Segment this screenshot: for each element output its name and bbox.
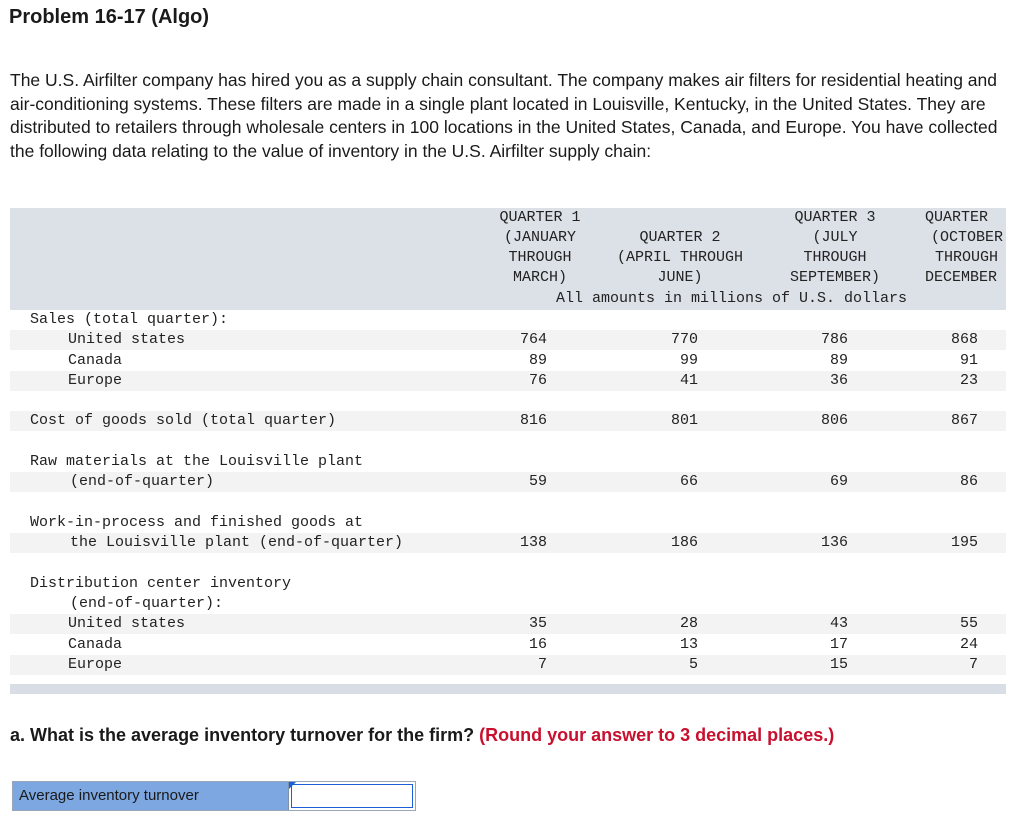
table-cell: 13 — [679, 636, 698, 653]
table-cell: 43 — [829, 615, 848, 632]
row-label: Raw materials at the Louisville plant — [30, 453, 364, 470]
q1-header-line: MARCH) — [512, 269, 567, 286]
table-cell: 15 — [829, 656, 848, 673]
table-cell: 5 — [688, 656, 698, 673]
table-cell: 17 — [829, 636, 848, 653]
row-label: the Louisville plant (end-of-quarter) — [70, 534, 404, 551]
input-flag-icon — [289, 782, 296, 789]
row-label: United states — [68, 331, 186, 348]
q1-header-line: (JANUARY — [503, 229, 576, 246]
row-label: Distribution center inventory — [30, 575, 292, 592]
table-cell: 91 — [959, 352, 978, 369]
table-cell: 55 — [959, 615, 978, 632]
q4-header-line: QUARTER — [925, 209, 989, 226]
question-text: a. What is the average inventory turnover for the firm? — [10, 725, 475, 745]
table-cell: 786 — [820, 331, 848, 348]
table-cell: 186 — [670, 534, 698, 551]
table-cell: 66 — [679, 473, 698, 490]
table-cell: 23 — [959, 372, 978, 389]
q1-header-line: THROUGH — [508, 249, 572, 266]
table-cell: 867 — [950, 412, 978, 429]
table-cell: 16 — [528, 636, 547, 653]
table-cell: 764 — [519, 331, 547, 348]
problem-title: Problem 16-17 (Algo) — [9, 6, 210, 28]
table-bottom-bar — [10, 684, 1006, 694]
table-cell: 816 — [519, 412, 547, 429]
row-label: Europe — [68, 372, 123, 389]
answer-row — [12, 781, 416, 811]
table-cell: 770 — [670, 331, 698, 348]
table-cell: 7 — [968, 656, 978, 673]
units-note: All amounts in millions of U.S. dollars — [556, 290, 908, 307]
row-label: (end-of-quarter) — [70, 473, 215, 490]
table-cell: 24 — [959, 636, 978, 653]
q1-header-line: QUARTER 1 — [499, 209, 581, 226]
table-cell: 99 — [679, 352, 698, 369]
rounding-note: (Round your answer to 3 decimal places.) — [479, 725, 835, 745]
table-cell: 36 — [829, 372, 848, 389]
row-label: Cost of goods sold (total quarter) — [30, 412, 337, 429]
inventory-data-table — [10, 208, 1006, 694]
problem-intro: The U.S. Airfilter company has hired you as a supply chain consultant. The company makes air filters for residential heating and air-conditioning systems. These filters are made in a single plant located in Louisville, Kentucky, in the United States. They are distributed to retailers through wholesale centers in 100 locations in the United States, Canada, and Europe. You have collected the following data relating to the value of inventory in the U.S. Airfilter supply chain: — [10, 70, 998, 161]
table-cell: 868 — [950, 331, 978, 348]
table-cell: 89 — [528, 352, 547, 369]
table-cell: 7 — [537, 656, 547, 673]
table-cell: 195 — [950, 534, 978, 551]
q4-header-line: THROUGH — [935, 249, 999, 266]
q2-header-line: JUNE) — [657, 269, 703, 286]
q3-header-line: THROUGH — [803, 249, 867, 266]
table-cell: 76 — [528, 372, 547, 389]
answer-label: Average inventory turnover — [13, 782, 289, 810]
table-cell: 41 — [679, 372, 698, 389]
table-cell: 136 — [820, 534, 848, 551]
q3-header-line: (JULY — [812, 229, 858, 246]
q2-header-line: (APRIL THROUGH — [616, 249, 744, 266]
q2-header-line: QUARTER 2 — [639, 229, 721, 246]
average-inventory-turnover-input[interactable] — [291, 784, 413, 808]
answer-input-wrapper — [289, 782, 415, 810]
row-label: Sales (total quarter): — [30, 311, 229, 328]
row-label: Europe — [68, 656, 123, 673]
table-cell: 35 — [528, 615, 547, 632]
table-cell: 89 — [829, 352, 848, 369]
table-cell: 69 — [829, 473, 848, 490]
question-prompt — [10, 725, 834, 746]
q4-header-line: (OCTOBER — [931, 229, 1004, 246]
table-cell: 28 — [679, 615, 698, 632]
table-cell: 59 — [528, 473, 547, 490]
row-label: Canada — [68, 636, 123, 653]
row-label: Canada — [68, 352, 123, 369]
q3-header-line: SEPTEMBER) — [789, 269, 880, 286]
row-label: (end-of-quarter): — [70, 595, 224, 612]
table-cell: 138 — [519, 534, 547, 551]
row-label: United states — [68, 615, 186, 632]
q3-header-line: QUARTER 3 — [794, 209, 876, 226]
table-cell: 806 — [820, 412, 848, 429]
table-cell: 801 — [670, 412, 698, 429]
row-label: Work-in-process and finished goods at — [30, 514, 364, 531]
table-cell: 86 — [959, 473, 978, 490]
q4-header-line: DECEMBER — [925, 269, 998, 286]
